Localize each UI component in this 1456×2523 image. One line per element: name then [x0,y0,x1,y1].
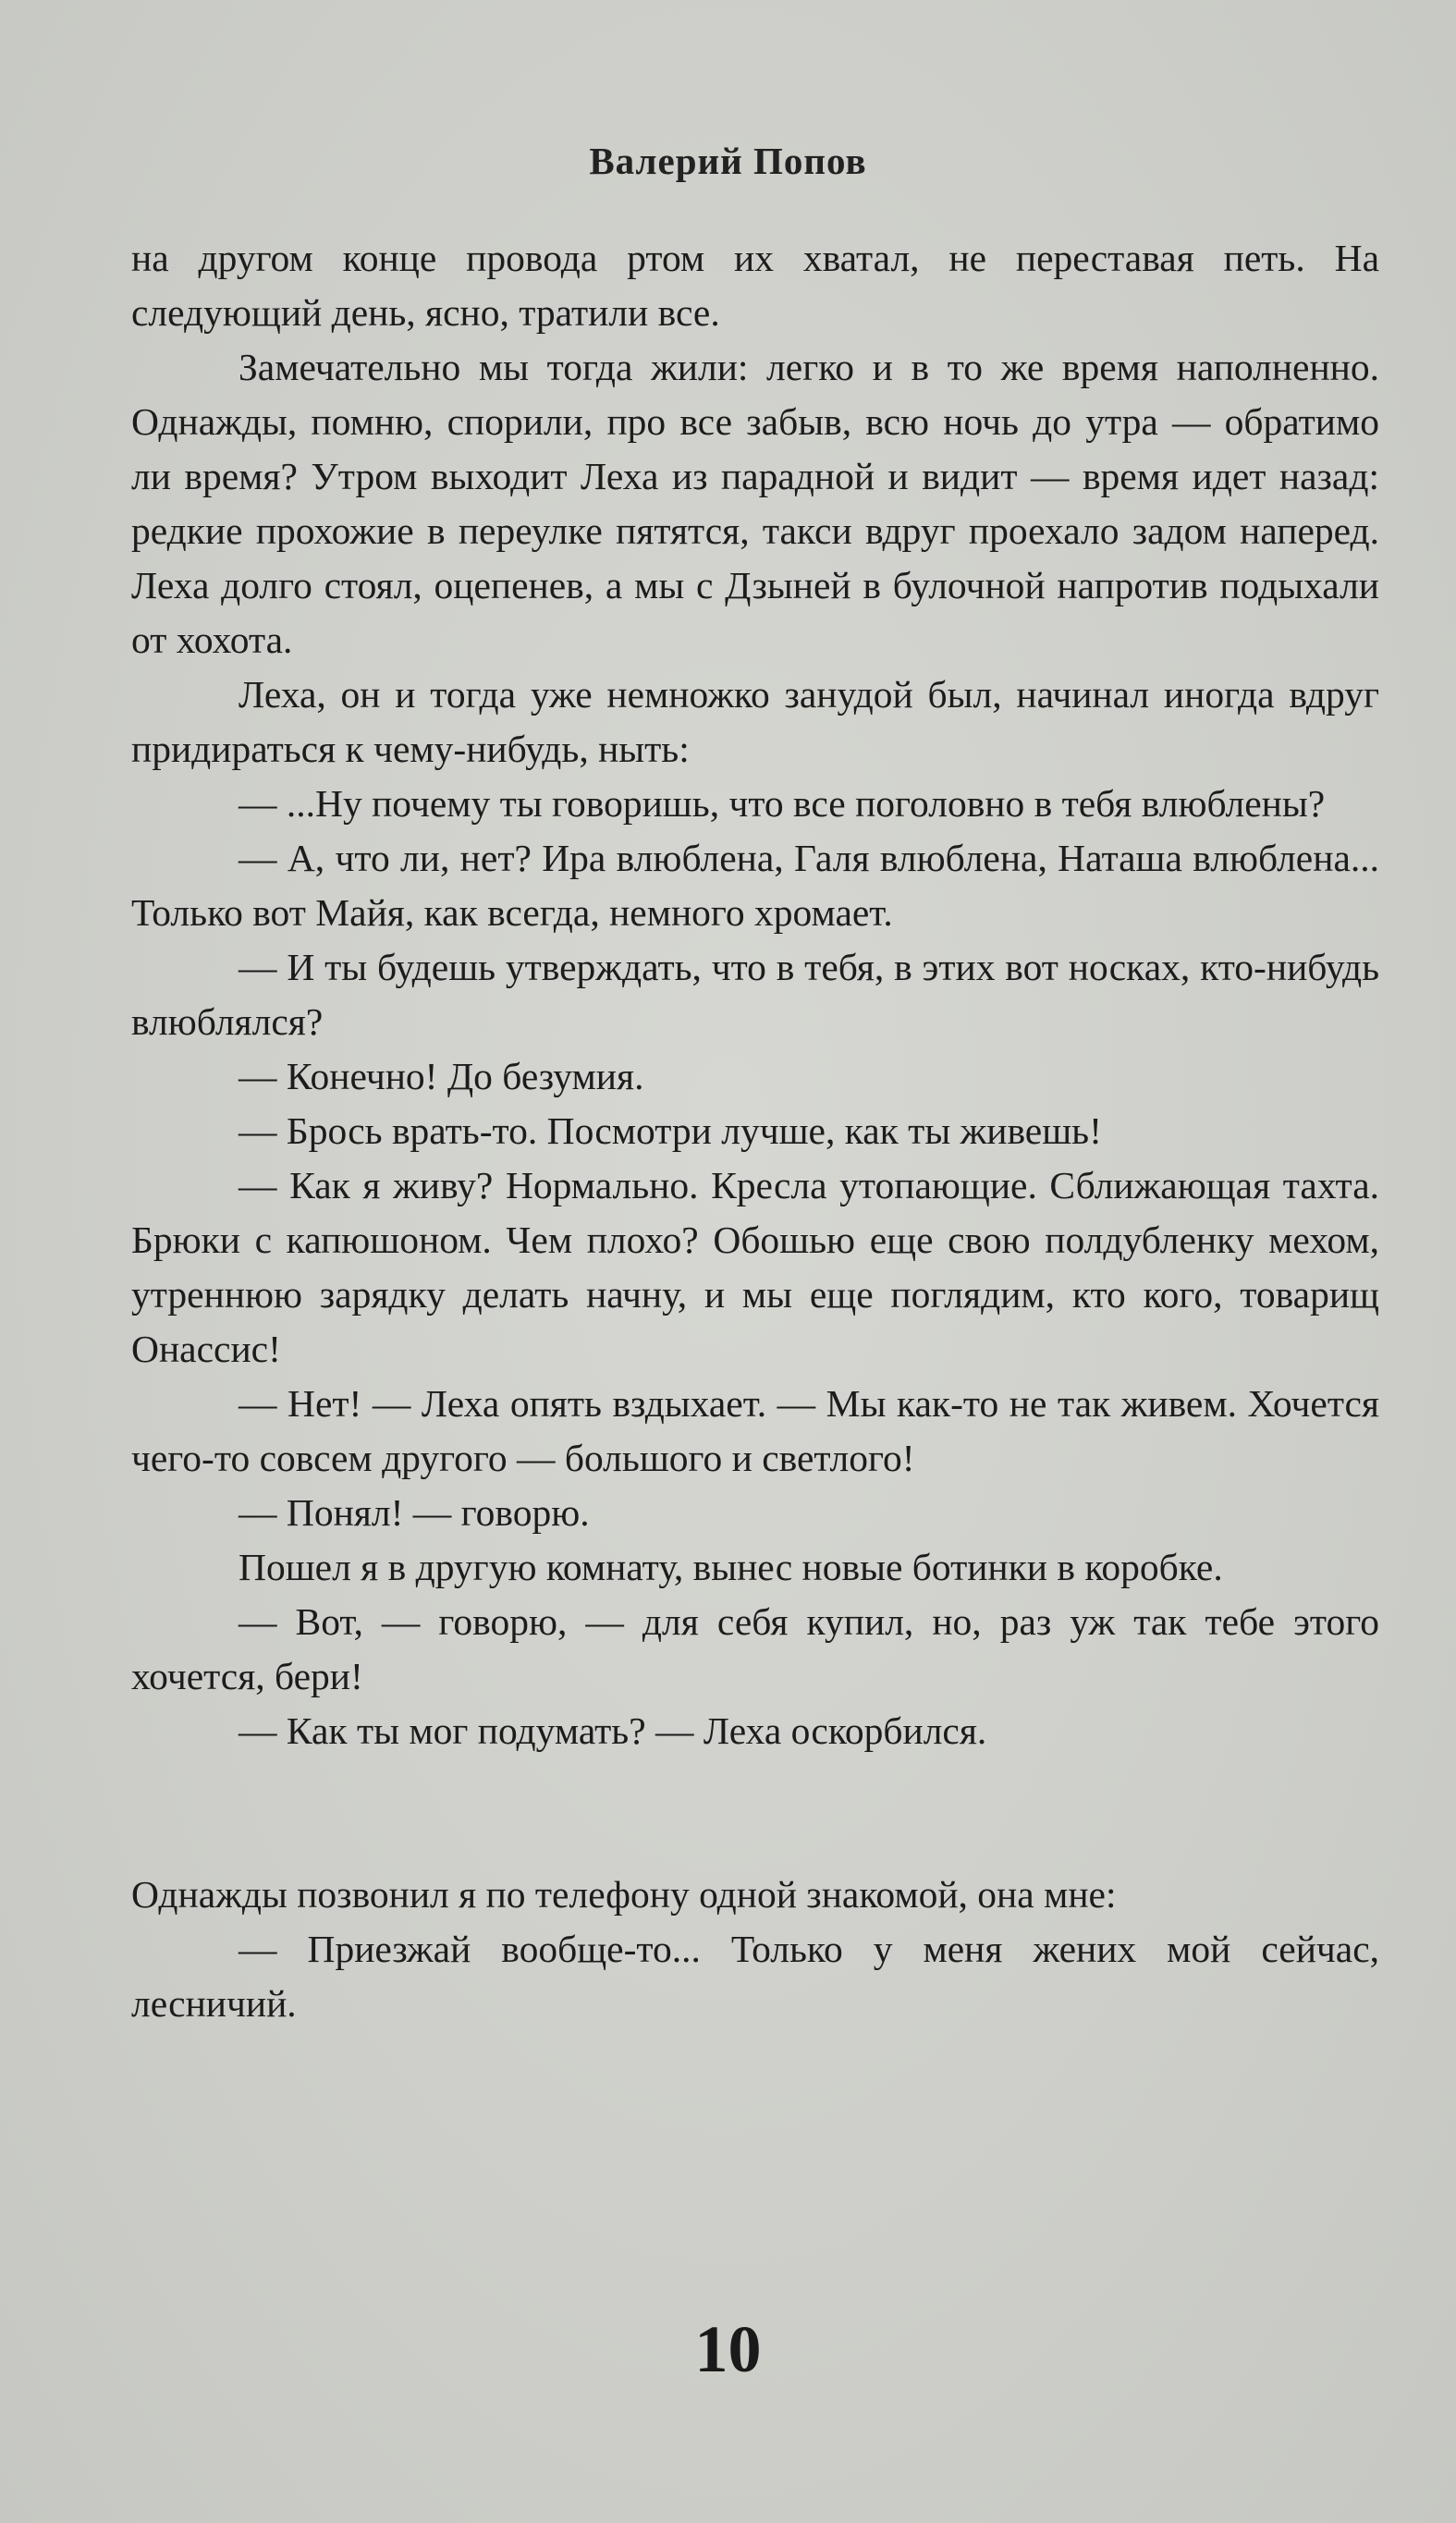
dialogue-line: — Как ты мог подумать? — Леха оскорбился. [239,1709,987,1752]
dialogue-line: — ...Ну почему ты говоришь, что все поголовно в тебя влюблены? [239,782,1326,825]
dialogue-line: — Брось врать-то. Посмотри лучше, как ты живешь! [239,1109,1102,1152]
paragraph: Пошел я в другую комнату, вынес новые ботинки в коробке. [239,1546,1223,1588]
dialogue-line: — И ты будешь утверждать, что в тебя, в этих вот носках, кто-нибудь влюблялся? [131,946,1379,1043]
paragraph: Леха, он и тогда уже немножко занудой был, начинал иногда вдруг придираться к чему-нибудь, ныть: [131,673,1379,770]
dialogue-line: — Вот, — говорю, — для себя купил, но, раз уж так тебе этого хочется, бери! [131,1600,1379,1697]
dialogue-line: — Конечно! До безумия. [239,1055,644,1097]
dialogue-line: — Нет! — Леха опять вздыхает. — Мы как-то не так живем. Хочется чего-то совсем другого — большого и светлого! [131,1382,1379,1479]
dialogue-line: — А, что ли, нет? Ира влюблена, Галя влюблена, Наташа влюблена... Только вот Майя, как всегда, немного хромает. [131,837,1379,934]
section-break [131,1758,1379,1868]
running-head-author: Валерий Попов [589,140,867,182]
paragraph: Замечательно мы тогда жили: легко и в то же время наполненно. Однажды, помню, спорили, про все забыв, всю ночь до утра — обратимо ли время? Утром выходит Леха из парадной и видит — время идет назад: редкие прохожие в переулке пятятся, такси вдруг проехало задом наперед. Леха долго стоял, оцепенев, а мы с Дзыней в булочной напротив подыхали от хохота. [131,346,1379,661]
dialogue-line: — Приезжай вообще-то... Только у меня жених мой сейчас, лесничий. [131,1928,1379,2025]
dialogue-line: — Как я живу? Нормально. Кресла утопающие. Сближающая тахта. Брюки с капюшоном. Чем плохо? Обошью еще свою полдубленку мехом, утреннюю зарядку делать начну, и мы еще поглядим, кто кого, товарищ Онассис! [131,1164,1379,1370]
page-text [131,231,1379,2031]
paragraph: на другом конце провода ртом их хватал, не переставая петь. На следующий день, ясно, тратили все. [131,237,1379,334]
paragraph: Однажды позвонил я по телефону одной знакомой, она мне: [131,1873,1117,1916]
page-number: 10 [694,2312,762,2386]
dialogue-line: — Понял! — говорю. [239,1491,590,1534]
